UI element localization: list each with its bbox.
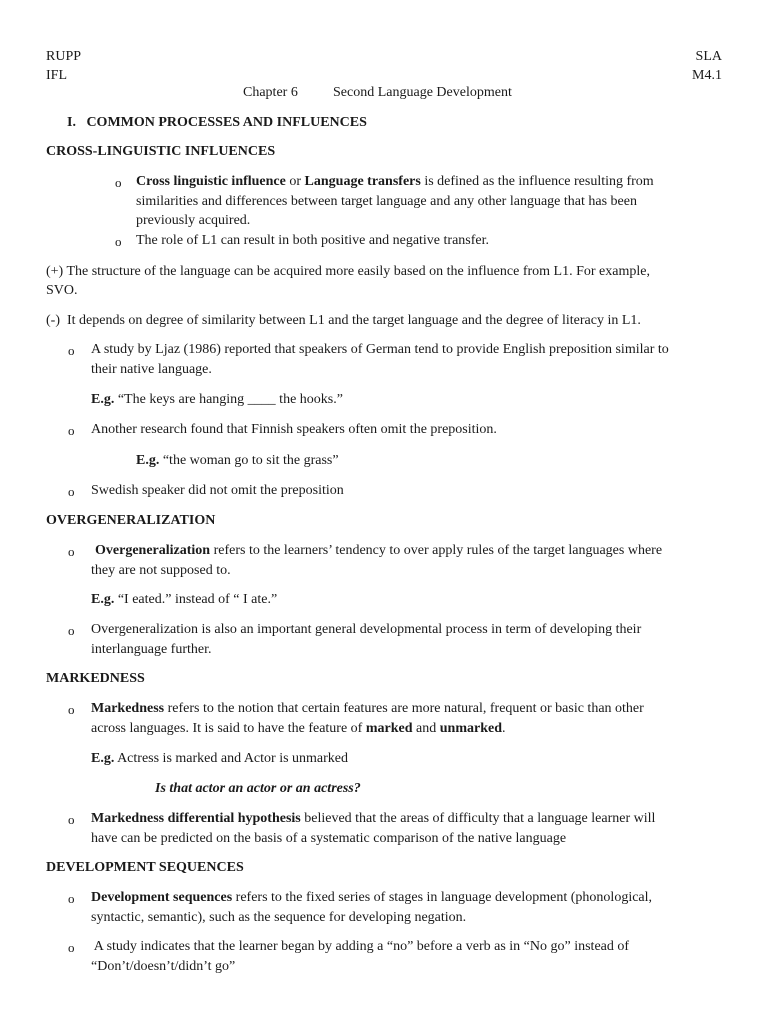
- cli-heading: CROSS-LINGUISTIC INFLUENCES: [46, 144, 276, 159]
- markedness-question: Is that actor an actor or an actress?: [155, 781, 361, 796]
- term-cross-linguistic-influence: Cross linguistic influence: [136, 174, 286, 189]
- header-left-line1: RUPP: [46, 49, 82, 64]
- markedness-bullet1-line1: [91, 699, 644, 718]
- term-development-sequences: Development sequences: [91, 890, 233, 905]
- text: refers to the fixed series of stages in language development (phonological,: [232, 890, 653, 905]
- cli-bullet4: Another research found that Finnish speakers often omit the preposition.: [91, 422, 497, 437]
- overgen-bullet1-line2: they are not supposed to.: [91, 563, 231, 578]
- eg-label: E.g.: [91, 751, 115, 766]
- markedness-bullet2-line2: have can be predicted on the basis of a systematic comparison of the native language: [91, 831, 567, 846]
- example-finnish: [136, 451, 339, 470]
- header-left-line2: IFL: [46, 68, 67, 83]
- cli-bullet1-line2: similarities and differences between target language and any other language that has been: [136, 194, 637, 209]
- overgeneralization-heading: OVERGENERALIZATION: [46, 513, 216, 528]
- header-right-line2: M4.1: [692, 68, 722, 83]
- development-sequences-heading: DEVELOPMENT SEQUENCES: [46, 860, 244, 875]
- bullet-marker: o: [68, 343, 75, 358]
- text: across languages. It is said to have the feature of: [91, 721, 366, 736]
- devseq-bullet2-line2: “Don’t/doesn’t/didn’t go”: [91, 959, 236, 974]
- overgen-bullet2-line2: interlanguage further.: [91, 642, 212, 657]
- devseq-bullet1-line2: syntactic, semantic), such as the sequence for developing negation.: [91, 910, 467, 925]
- text: “The keys are hanging ____ the hooks.”: [114, 392, 343, 407]
- bullet-marker: o: [68, 940, 75, 955]
- cli-bullet3-line1: A study by Ljaz (1986) reported that speakers of German tend to provide English preposition similar to: [91, 342, 669, 357]
- text: “the woman go to sit the grass”: [159, 453, 339, 468]
- term-marked: marked: [365, 721, 413, 736]
- header-right-line1: SLA: [695, 49, 722, 64]
- text: or: [285, 174, 305, 189]
- text: Actress is marked and Actor is unmarked: [114, 751, 349, 766]
- chapter-number: Chapter 6: [243, 85, 298, 100]
- chapter-title: Second Language Development: [333, 85, 512, 100]
- bullet-marker: o: [68, 891, 75, 906]
- overgen-bullet2-line1: Overgeneralization is also an important general developmental process in term of developing their: [91, 622, 642, 637]
- term-markedness-differential-hypothesis: Markedness differential hypothesis: [91, 811, 301, 826]
- section-heading: I. COMMON PROCESSES AND INFLUENCES: [67, 115, 367, 130]
- overgen-bullet1-line1: [95, 541, 662, 560]
- eg-label: E.g.: [136, 453, 160, 468]
- bullet-marker: o: [68, 623, 75, 638]
- text: refers to the learners’ tendency to over apply rules of the target languages where: [210, 543, 663, 558]
- markedness-bullet1-line2: [91, 719, 505, 738]
- text: “I eated.” instead of “ I ate.”: [114, 592, 278, 607]
- bullet-marker: o: [68, 484, 75, 499]
- text: is defined as the influence resulting from: [420, 174, 654, 189]
- eg-label: E.g.: [91, 392, 115, 407]
- bullet-marker: o: [68, 702, 75, 717]
- cli-bullet5: Swedish speaker did not omit the preposition: [91, 483, 344, 498]
- bullet-marker: o: [68, 423, 75, 438]
- cli-bullet3-line2: their native language.: [91, 362, 212, 377]
- bullet-marker: o: [115, 234, 122, 249]
- devseq-bullet2-line1: A study indicates that the learner began by adding a “no” before a verb as in “No go” instead of: [91, 939, 630, 954]
- markedness-heading: MARKEDNESS: [46, 671, 145, 686]
- cli-bullet1-line3: previously acquired.: [136, 213, 251, 228]
- markedness-bullet2-line1: [91, 809, 655, 828]
- positive-transfer-line2: SVO.: [46, 283, 78, 298]
- example-german: [91, 390, 343, 409]
- cli-bullet1-line1: [136, 172, 654, 191]
- example-eated: [91, 590, 277, 609]
- text: .: [501, 721, 506, 736]
- text: believed that the areas of difficulty that a language learner will: [300, 811, 656, 826]
- text: refers to the notion that certain features are more natural, frequent or basic than other: [164, 701, 644, 716]
- term-markedness: Markedness: [91, 701, 165, 716]
- cli-bullet2: The role of L1 can result in both positive and negative transfer.: [136, 233, 490, 248]
- text: and: [412, 721, 440, 736]
- devseq-bullet1-line1: [91, 888, 652, 907]
- eg-label: E.g.: [91, 592, 115, 607]
- negative-transfer: (-) It depends on degree of similarity between L1 and the target language and the degree of literacy in L1.: [46, 313, 641, 328]
- positive-transfer-line1: (+) The structure of the language can be acquired more easily based on the influence from L1. For example,: [46, 264, 650, 279]
- term-overgeneralization: Overgeneralization: [95, 543, 211, 558]
- bullet-marker: o: [115, 175, 122, 190]
- example-actress: [91, 749, 348, 768]
- term-unmarked: unmarked: [439, 721, 502, 736]
- term-language-transfers: Language transfers: [304, 174, 421, 189]
- bullet-marker: o: [68, 544, 75, 559]
- bullet-marker: o: [68, 812, 75, 827]
